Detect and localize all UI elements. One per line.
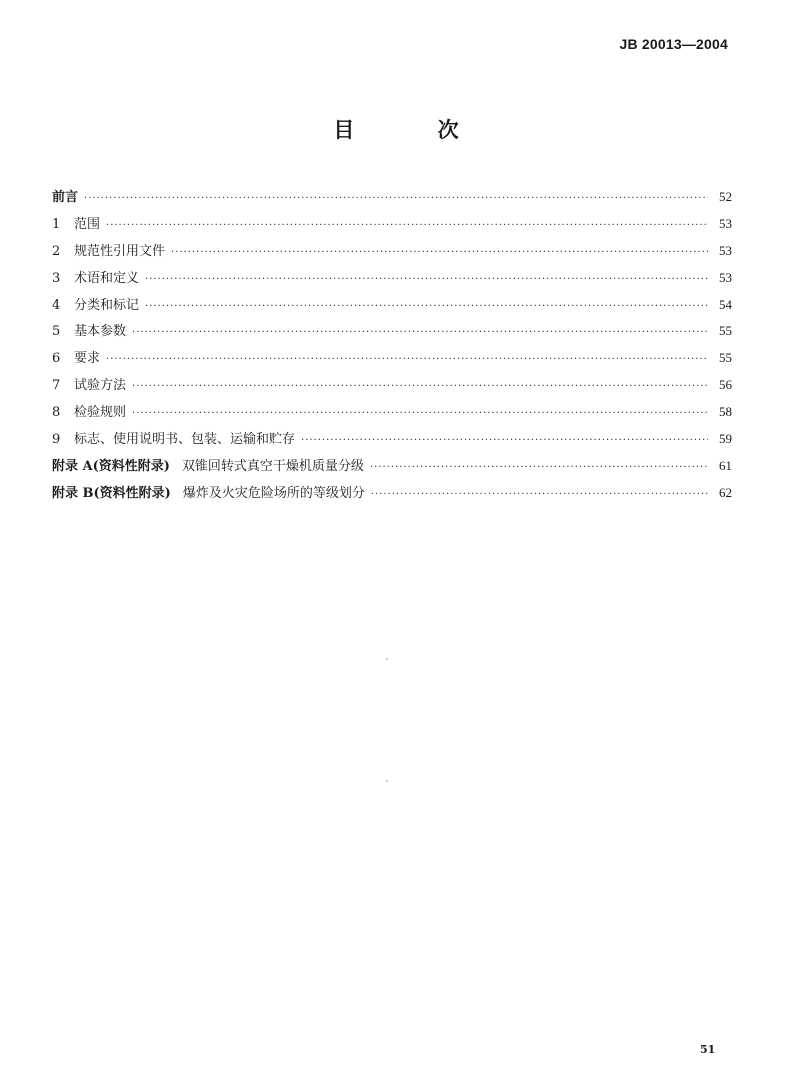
toc-entry-page: 55 <box>719 323 732 339</box>
toc-entry-2[interactable] <box>52 240 732 267</box>
toc-entry-label: 范围 <box>74 216 101 232</box>
toc-entry-page: 59 <box>719 431 732 447</box>
toc-entry-page: 61 <box>719 457 732 473</box>
toc-entry-3[interactable] <box>52 267 732 294</box>
toc-entry-5[interactable] <box>52 320 732 347</box>
toc-entry-page: 54 <box>719 296 732 312</box>
toc-entry-6[interactable] <box>52 347 732 374</box>
dot-leader <box>106 220 708 231</box>
toc-entry-number: 4 <box>52 297 61 313</box>
toc-entry-number: 2 <box>52 243 61 259</box>
toc-entry-page: 53 <box>719 269 732 285</box>
toc-entry-label: 检验规则 <box>74 405 127 421</box>
toc-entry-page: 55 <box>719 350 732 366</box>
table-of-contents <box>52 186 732 509</box>
toc-entry-page: 53 <box>719 242 732 258</box>
scan-speck <box>386 780 388 782</box>
toc-entry-page: 62 <box>719 484 732 500</box>
dot-leader <box>132 327 708 338</box>
toc-entry-label: 标志、使用说明书、包装、运输和贮存 <box>74 432 296 448</box>
dot-leader <box>145 301 708 312</box>
toc-entry-number: 8 <box>52 405 61 421</box>
toc-entry-subtitle: 双锥回转式真空干燥机质量分级 <box>181 458 364 474</box>
toc-entry-8[interactable] <box>52 401 732 428</box>
toc-entry-label: 规范性引用文件 <box>74 243 166 259</box>
toc-entry-1[interactable] <box>52 213 732 240</box>
toc-entry-number: 5 <box>52 324 61 340</box>
page-number: 51 <box>700 1043 716 1056</box>
dot-leader <box>132 408 708 419</box>
toc-entry-number: 7 <box>52 378 61 394</box>
dot-leader <box>171 247 708 258</box>
scan-speck <box>386 658 388 660</box>
dot-leader <box>370 462 708 473</box>
toc-entry-label: 试验方法 <box>74 378 127 394</box>
toc-entry-annex-b[interactable] <box>52 482 732 509</box>
toc-entry-page: 52 <box>719 189 732 204</box>
toc-entry-label: 分类和标记 <box>74 297 140 313</box>
toc-entry-page: 53 <box>719 215 732 231</box>
dot-leader <box>106 354 708 365</box>
toc-entry-label: 术语和定义 <box>74 270 140 286</box>
toc-entry-label: 基本参数 <box>74 324 127 340</box>
toc-entry-number: 1 <box>52 216 61 232</box>
toc-entry-page: 58 <box>719 404 732 420</box>
toc-entry-page: 56 <box>719 377 732 393</box>
standard-code: JB 20013—2004 <box>619 36 728 52</box>
toc-entry-4[interactable] <box>52 294 732 321</box>
toc-entry-label: 前言 <box>52 190 79 205</box>
toc-entry-subtitle: 爆炸及火灾危险场所的等级划分 <box>182 485 365 501</box>
toc-entry-number: 9 <box>52 432 61 448</box>
toc-entry-label: 附录 A(资料性附录) <box>52 458 170 474</box>
toc-entry-number: 6 <box>52 351 61 367</box>
dot-leader <box>301 435 708 446</box>
dot-leader <box>371 489 708 500</box>
dot-leader <box>145 274 708 285</box>
toc-entry-label: 要求 <box>74 351 101 367</box>
toc-entry-number: 3 <box>52 270 61 286</box>
toc-entry-label: 附录 B(资料性附录) <box>52 485 171 501</box>
toc-title: 目 次 <box>333 117 497 142</box>
dot-leader <box>132 381 708 392</box>
toc-entry-annex-a[interactable] <box>52 455 732 482</box>
toc-entry-7[interactable] <box>52 374 732 401</box>
toc-entry-9[interactable] <box>52 428 732 455</box>
dot-leader <box>84 193 708 204</box>
toc-entry-foreword[interactable] <box>52 186 732 213</box>
